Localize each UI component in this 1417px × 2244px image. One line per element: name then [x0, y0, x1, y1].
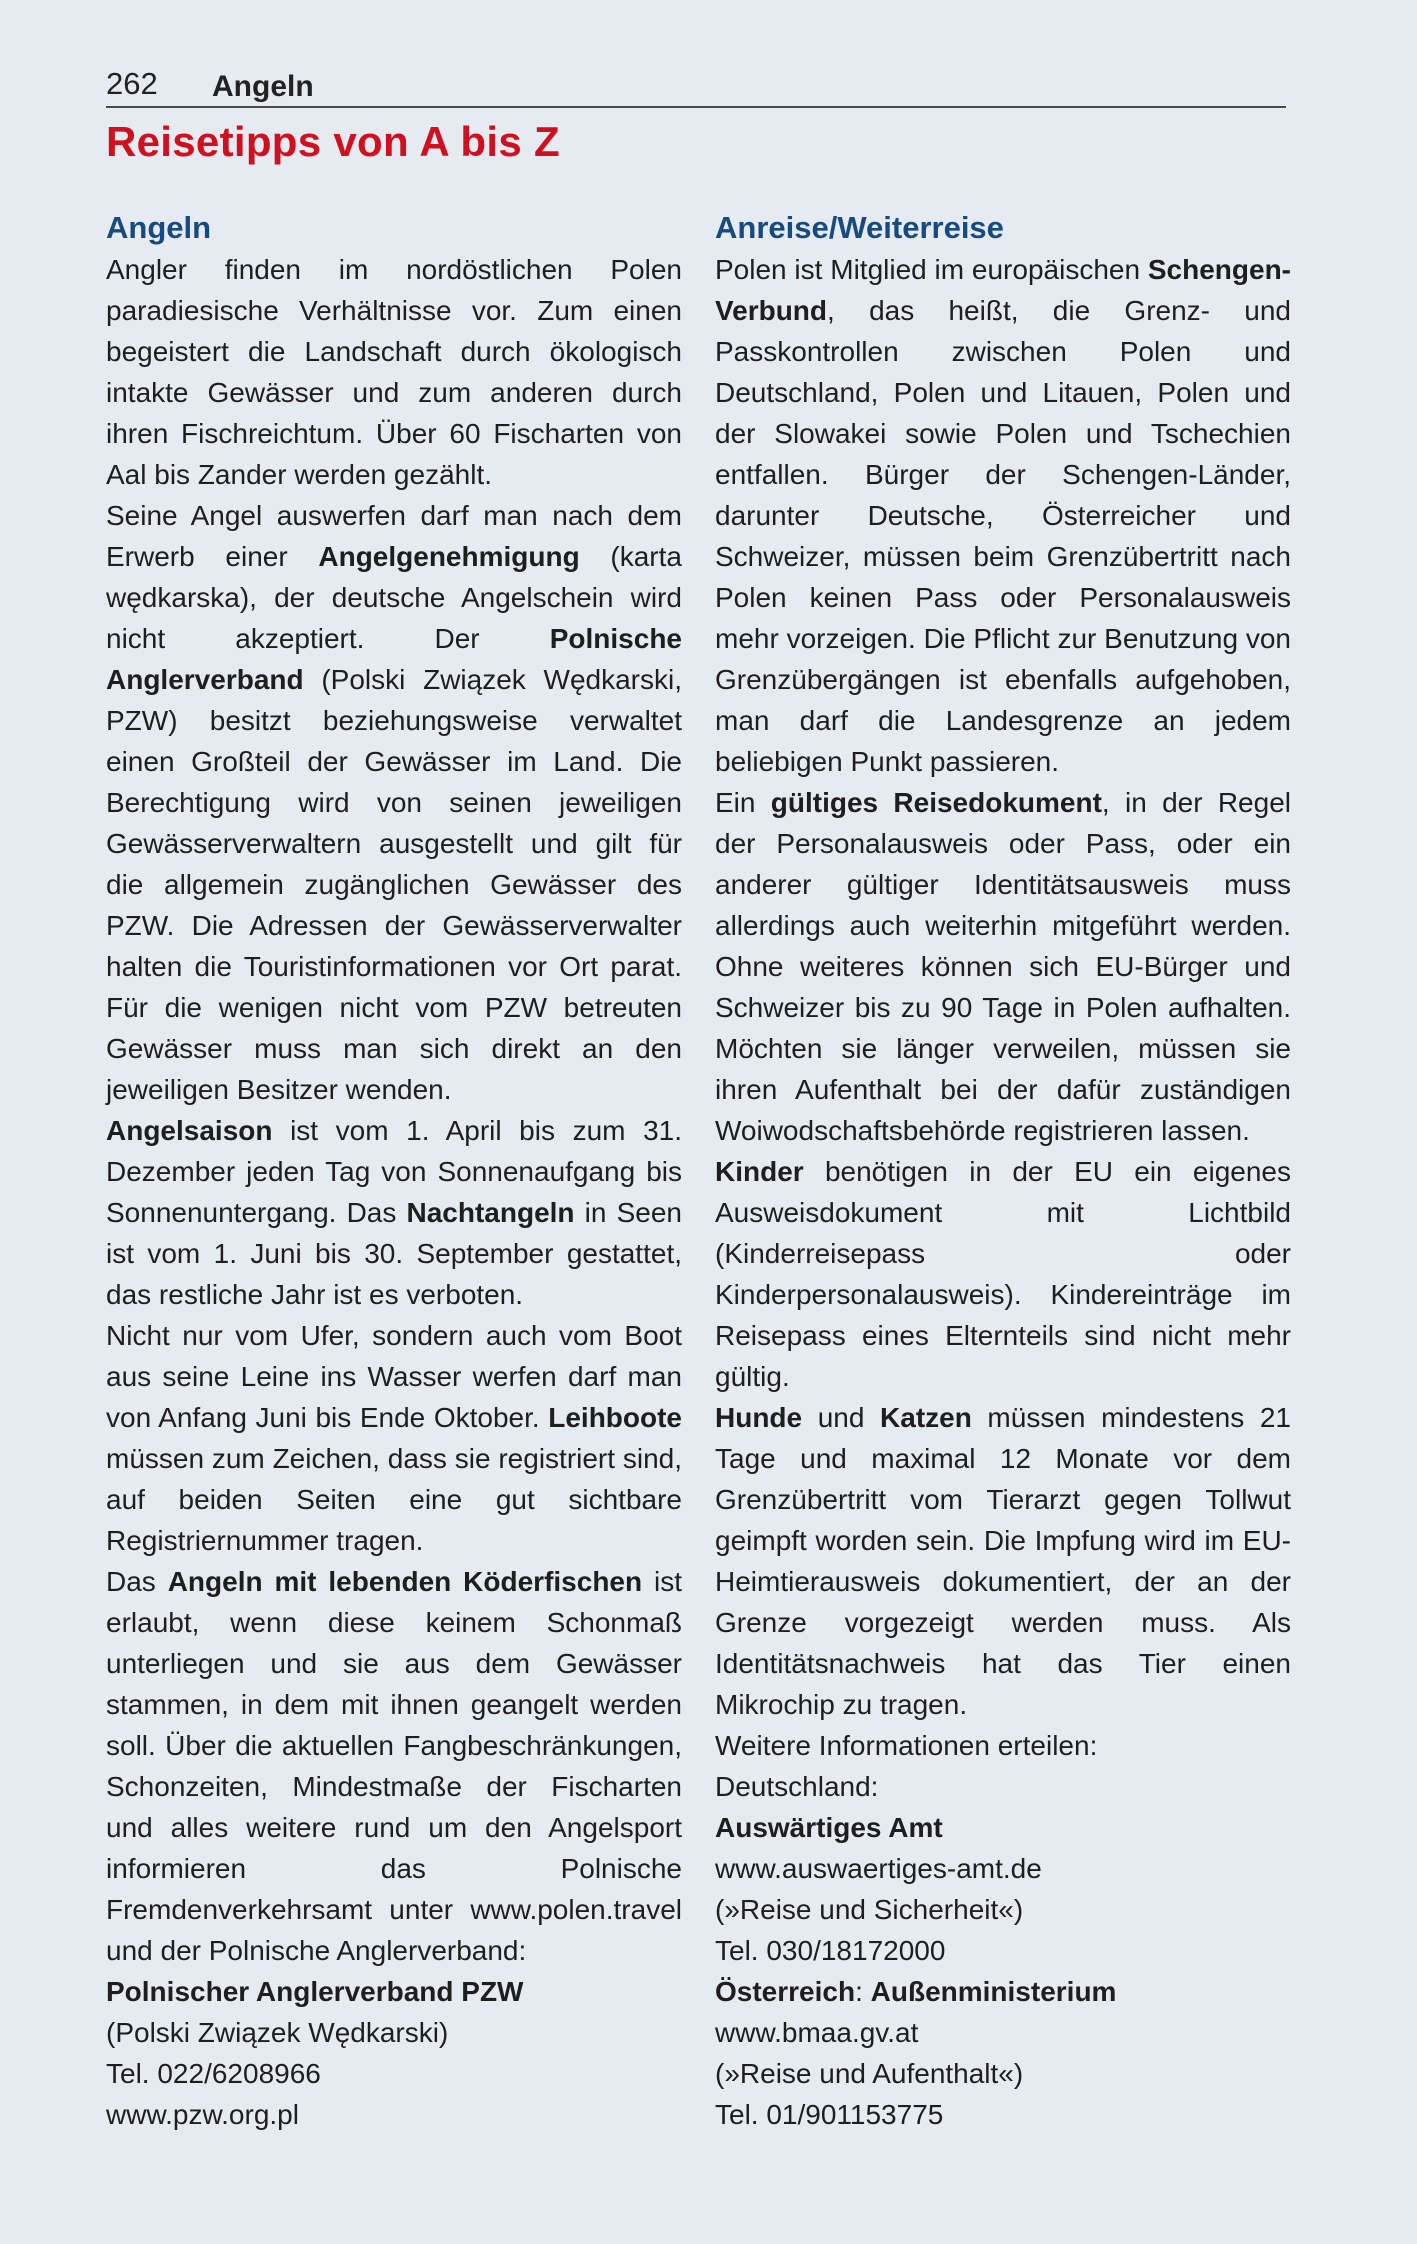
- germany-name: Auswärtiges Amt: [715, 1812, 943, 1843]
- germany-website: www.auswaertiges-amt.de: [715, 1853, 1042, 1884]
- austria-phone: Tel. 01/901153775: [715, 2099, 944, 2130]
- austria-heading: Österreich: Außenministerium: [715, 1976, 1117, 2007]
- more-info: Weitere Informationen erteilen:: [715, 1730, 1098, 1761]
- paragraph-haustiere: Hunde und Katzen müssen mindestens 21 Tage und maximal 12 Monate vor dem Grenzübertritt vom Tierarzt gegen Tollwut geimpft worden sein. Die Impfung wird im EU-Heimtierausweis dokumentiert, der an der Grenze vorgezeigt werden muss. Als Identitätsnachweis hat das Tier einen Mikrochip zu tragen.: [715, 1402, 1291, 1720]
- running-head: Angeln: [212, 70, 314, 103]
- paragraph-schengen: Polen ist Mitglied im europäischen Schengen-Verbund, das heißt, die Grenz- und Passkontrollen zwischen Polen und Deutschland, Polen und Litauen, Polen und der Slowakei sowie Polen und Tschechien entfallen. Bürger der Schengen-Länder, darunter Deutsche, Österreicher und Schweizer, müssen beim Grenzübertritt nach Polen keinen Pass oder Personalausweis mehr vorzeigen. Die Pflicht zur Benutzung von Grenzübergängen ist ebenfalls aufgehoben, man darf die Landesgrenze an jedem beliebigen Punkt passieren.: [715, 254, 1291, 777]
- heading-anreise: Anreise/Weiterreise: [715, 210, 1004, 245]
- page-number: 262: [106, 66, 158, 101]
- right-column: [715, 206, 1291, 2135]
- left-column: [106, 206, 682, 2135]
- paragraph-koederfische: Das Angeln mit lebenden Köderfischen ist erlaubt, wenn diese keinem Schonmaß unterliegen und sie aus dem Gewässer stammen, in dem mit ihnen geangelt werden soll. Über die aktuellen Fangbeschränkungen, Schonzeiten, Mindestmaße der Fischarten und alles weitere rund um den Angelsport informieren das Polnische Fremdenverkehrsamt unter www.polen.travel und der Polnische Anglerverband:: [106, 1566, 683, 1966]
- heading-angeln: Angeln: [106, 210, 212, 245]
- germany-phone: Tel. 030/18172000: [715, 1935, 946, 1966]
- section-title: Reisetipps von A bis Z: [106, 118, 560, 165]
- paragraph-angelsaison: Angelsaison ist vom 1. April bis zum 31. Dezember jeden Tag von Sonnenaufgang bis Sonnenuntergang. Das Nachtangeln in Seen ist vom 1. Juni bis 30. September gestattet, das restliche Jahr ist es verboten.: [106, 1115, 682, 1310]
- contact-name: Polnischer Anglerverband PZW: [106, 1976, 524, 2007]
- paragraph-reisedokument: Ein gültiges Reisedokument, in der Regel der Personalausweis oder Pass, oder ein anderer gültiger Identitätsausweis muss allerdings auch weiterhin mitgeführt werden. Ohne weiteres können sich EU-Bürger und Schweizer bis zu 90 Tage in Polen aufhalten. Möchten sie länger verweilen, müssen sie ihren Aufenthalt bei der dafür zuständigen Woiwodschaftsbehörde registrieren lassen.: [715, 787, 1291, 1146]
- austria-website: www.bmaa.gv.at: [715, 2017, 919, 2048]
- contact-subtitle: (Polski Związek Wędkarski): [106, 2017, 449, 2048]
- austria-note: (»Reise und Aufenthalt«): [715, 2058, 1024, 2089]
- paragraph-angelgenehmigung: Seine Angel auswerfen darf man nach dem Erwerb einer Angelgenehmigung (karta wędkarska), der deutsche Angelschein wird nicht akzeptiert. Der Polnische Anglerverband (Polski Związek Wędkarski, PZW) besitzt beziehungsweise verwaltet einen Großteil der Gewässer im Land. Die Berechtigung wird von seinen jeweiligen Gewässerverwaltern ausgestellt und gilt für die allgemein zugänglichen Gewässer des PZW. Die Adressen der Gewässerverwalter halten die Touristinformationen vor Ort parat. Für die wenigen nicht vom PZW betreuten Gewässer muss man sich direkt an den jeweiligen Besitzer wenden.: [106, 500, 682, 1105]
- paragraph-kinder: Kinder benötigen in der EU ein eigenes Ausweisdokument mit Lichtbild (Kinderreisepass oder Kinderpersonalausweis). Kindereinträge im Reisepass eines Elternteils sind nicht mehr gültig.: [715, 1156, 1291, 1392]
- page-header: [106, 62, 1286, 108]
- contact-phone: Tel. 022/6208966: [106, 2058, 321, 2089]
- paragraph-leihboote: Nicht nur vom Ufer, sondern auch vom Boot aus seine Leine ins Wasser werfen darf man von Anfang Juni bis Ende Oktober. Leihboote müssen zum Zeichen, dass sie registriert sind, auf beiden Seiten eine gut sichtbare Registriernummer tragen.: [106, 1320, 682, 1556]
- germany-label: Deutschland:: [715, 1771, 879, 1802]
- contact-website: www.pzw.org.pl: [106, 2099, 299, 2130]
- germany-note: (»Reise und Sicherheit«): [715, 1894, 1024, 1925]
- paragraph-intro: Angler finden im nordöstlichen Polen paradiesische Verhältnisse vor. Zum einen begeistert die Landschaft durch ökologisch intakte Gewässer und zum anderen durch ihren Fischreichtum. Über 60 Fischarten von Aal bis Zander werden gezählt.: [106, 254, 682, 490]
